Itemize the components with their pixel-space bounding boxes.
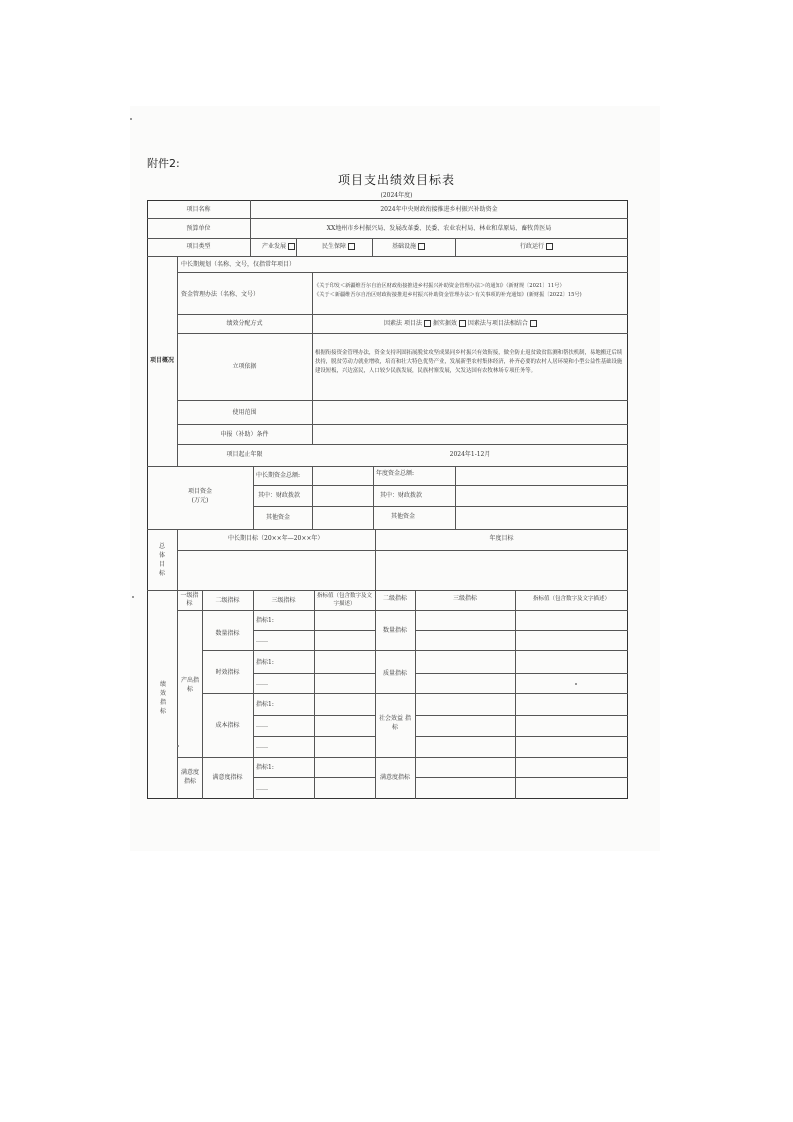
mid-fiscal-label: 其中：财政拨款 [258, 492, 301, 499]
budget-unit-value: XX地州市乡村振兴局、发展改革委、民委、农业农村局、林业和草原局、畜牧兽医局 [326, 225, 552, 232]
quality-right-label: 质量指标 [382, 670, 407, 677]
apply-label: 申报（补助）条件 [220, 431, 269, 438]
mid-other-label: 其他资金 [266, 514, 291, 521]
scope-label: 使用范围 [232, 409, 257, 416]
satisfaction-item-1: 指标1: [256, 764, 274, 771]
checkbox-icon [418, 243, 425, 250]
funds-section-unit: (万元) [191, 497, 209, 504]
header-value-right: 指标值（包含数字及文字描述） [532, 596, 610, 602]
alloc-options [384, 320, 537, 328]
form-title: 项目支出绩效目标表 [337, 173, 455, 187]
form-year: (2024年度) [380, 192, 413, 199]
satisfaction-indicators-label: 满意度指标 [180, 769, 199, 785]
overview-section-label: 项目概况 [149, 357, 174, 364]
type-option-livelihood[interactable]: 民生保障 [322, 243, 355, 251]
period-value: 2024年1-12月 [449, 451, 491, 458]
header-level2-right: 二级指标 [382, 595, 407, 602]
mgmt-label: 资金管理办法（名称、文号） [181, 291, 260, 298]
year-total-label: 年度资金总额: [376, 470, 415, 477]
quantity-item-1: 指标1: [256, 617, 274, 624]
cost-item-more-1: …… [256, 722, 268, 729]
basis-label: 立项依据 [232, 363, 257, 370]
timeliness-item-more: …… [256, 680, 268, 687]
alloc-option-combined[interactable]: 因素法与项目法相结合 [467, 320, 528, 327]
mgmt-value-2: 《关于＜新疆维吾尔自治区财政衔接推进乡村振兴补助资金管理办法＞有关事项的补充通知》(新财振〔2022〕15号) [314, 292, 582, 298]
quantity-right-label: 数量指标 [382, 627, 407, 634]
alloc-label: 绩效分配方式 [226, 320, 263, 327]
output-indicators-label: 产出指标 [180, 677, 199, 693]
type-option-administration[interactable]: 行政运行 [520, 243, 553, 251]
annex-label: 附件2: [147, 157, 180, 170]
cost-label: 成本指标 [215, 722, 240, 729]
alloc-option-project[interactable]: 项目法 [403, 320, 422, 327]
checkbox-icon [459, 320, 466, 327]
alloc-option-actual[interactable]: 据实据效 [432, 320, 457, 327]
funds-section-label: 项目资金 [187, 488, 212, 495]
quantity-label: 数量指标 [215, 630, 240, 637]
mgmt-value-1: 《关于印发＜新疆维吾尔自治区财政衔接推进乡村振兴补助资金管理办法＞的通知》（新财规〔2021〕11号） [314, 283, 565, 289]
checkbox-icon [348, 243, 355, 250]
project-name-label: 项目名称 [186, 206, 211, 213]
goals-section-label: 总体目标 [158, 543, 165, 577]
cost-item-more-2: …… [256, 743, 268, 750]
checkbox-icon [546, 243, 553, 250]
year-other-label: 其他资金 [391, 513, 416, 520]
header-level1: 一级指标 [180, 592, 199, 607]
project-type-label: 项目类型 [186, 243, 211, 250]
satisfaction-right-label: 满意度指标 [379, 774, 410, 781]
checkbox-icon [288, 243, 295, 250]
goals-year-label: 年度目标 [489, 535, 514, 542]
type-option-infrastructure[interactable]: 基础设施 [392, 243, 425, 251]
checkbox-icon [530, 320, 537, 327]
header-value: 指标值（包含数字及文字描述） [316, 593, 372, 607]
timeliness-item-1: 指标1: [256, 659, 274, 666]
basis-value: 根据衔接资金管理办法，资金支持巩固拓展脱贫攻坚成果同乡村振兴有效衔接，做全防止返贫致贫监测和帮扶机制，易地搬迁后续扶持，脱贫劳动力就业增收，培育和壮大特色优势产业，发展新型农村集体经济，补齐必要的农村人居环境和小型公益性基础设施建设短板，兴边富民，人口较少民族发展，民族村寨发展，欠发达国有农牧林场专项任务等。 [315, 350, 623, 374]
project-name-value: 2024年中央财政衔接推进乡村振兴补助资金 [380, 206, 498, 213]
timeliness-label: 时效指标 [215, 669, 240, 676]
mid-total-label: 中长期资金总额: [256, 472, 301, 479]
satisfaction-item-more: …… [256, 785, 268, 792]
period-label: 项目起止年限 [226, 451, 263, 458]
indicators-section-label: 绩效指标 [159, 681, 166, 715]
plan-label: 中长期规划（名称、文号，仅指常年项目） [181, 261, 296, 268]
budget-unit-label: 预算单位 [186, 225, 211, 232]
social-benefit-label: 社会效益 指标 [379, 715, 411, 731]
cost-item-1: 指标1: [256, 701, 274, 708]
type-option-industry[interactable]: 产业发展 [262, 243, 295, 251]
alloc-option-factor[interactable]: 因素法 [384, 320, 403, 327]
goals-mid-label: 中长期目标（20××年—20××年） [228, 535, 324, 542]
quantity-item-more: …… [256, 637, 268, 644]
checkbox-icon [424, 320, 431, 327]
header-level3: 三级指标 [271, 597, 296, 604]
satisfaction-l2-label: 满意度指标 [212, 774, 243, 781]
year-fiscal-label: 其中：财政拨款 [380, 492, 423, 499]
header-level2: 二级指标 [215, 597, 240, 604]
header-level3-right: 三级指标 [452, 595, 477, 602]
